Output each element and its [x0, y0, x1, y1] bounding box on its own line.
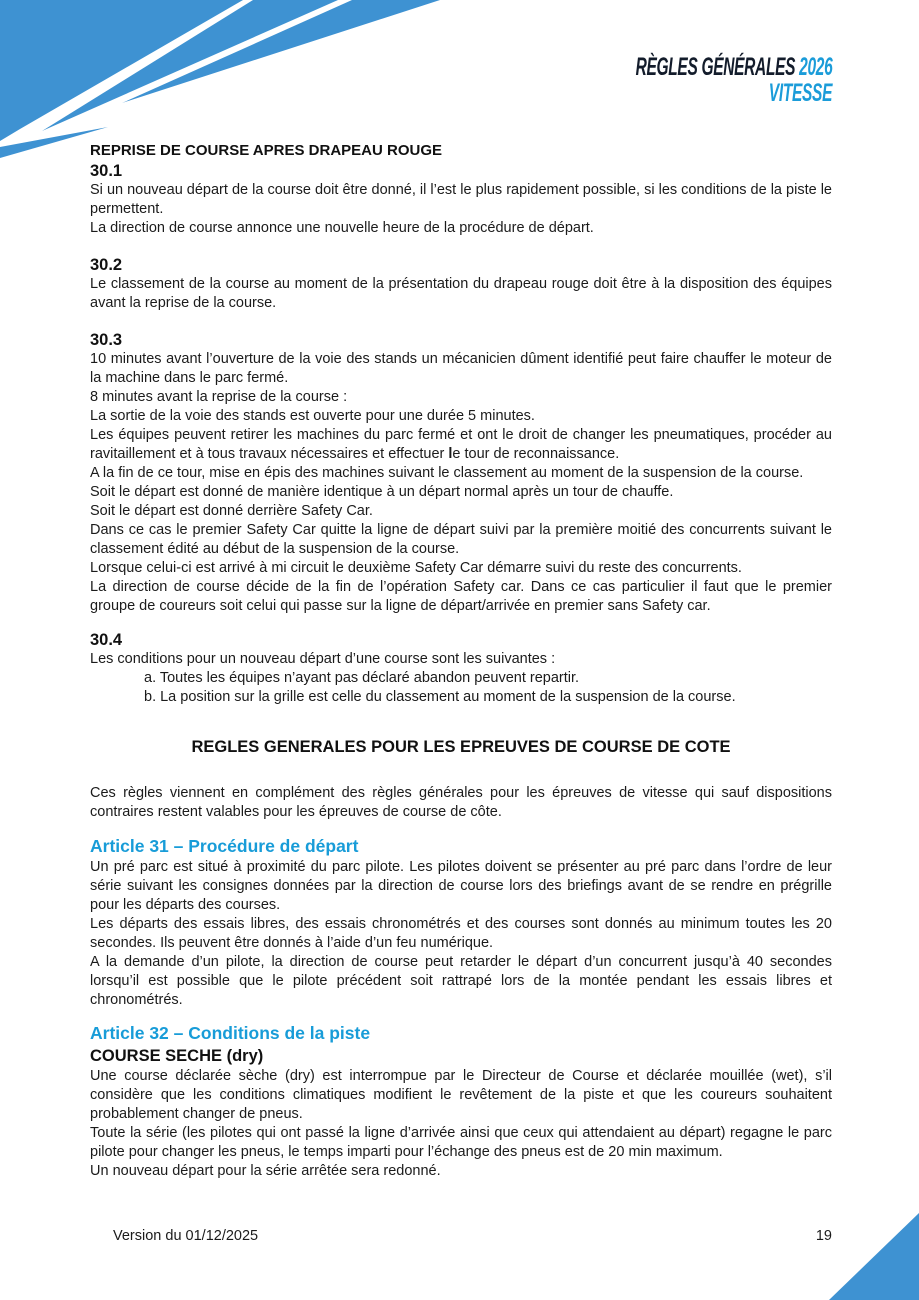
page-footer [113, 1228, 832, 1244]
paragraph: Un nouveau départ pour la série arrêtée sera redonné. [90, 1163, 441, 1179]
version-label: Version du 01/12/2025 [113, 1228, 259, 1244]
paragraph-text: e tour de reconnaissance. [452, 446, 620, 462]
paragraph: A la demande d’un pilote, la direction de course peut retarder le départ d’un concurrent jusqu’à 40 secondes lorsqu’il est possible que le pilote précédent soit rattrapé lors de la montée pendant les essais libres et chronométrés. [90, 954, 832, 1008]
bold-letter: l [448, 446, 453, 462]
paragraph: Toute la série (les pilotes qui ont passé la ligne d’arrivée ainsi que ceux qui attendaient au départ) regagne le parc pilote pour changer les pneus, le temps imparti pour l’échange des pneus est de 20 min maximum. [90, 1125, 832, 1160]
paragraph: 8 minutes avant la reprise de la course : [90, 389, 348, 405]
paragraph: Soit le départ est donné derrière Safety Car. [90, 503, 373, 519]
chapter-intro-paragraph: Ces règles viennent en complément des règles générales pour les épreuves de vitesse qui sauf dispositions contraires restent valables pour les épreuves de course de côte. [90, 785, 832, 820]
list-item-b: b. La position sur la grille est celle du classement au moment de la suspension de la course. [144, 689, 736, 705]
paragraph: Lorsque celui-ci est arrivé à mi circuit le deuxième Safety Car démarre suivi du reste des concurrents. [90, 560, 742, 576]
chapter-title: REGLES GENERALES POUR LES EPREUVES DE COURSE DE COTE [191, 738, 731, 756]
course-seche-subtitle: COURSE SECHE (dry) [90, 1047, 264, 1065]
section-number-30-4: 30.4 [90, 631, 123, 649]
paragraph [90, 426, 832, 464]
section-number-30-3: 30.3 [90, 331, 123, 349]
list-item-a: a. Toutes les équipes n’ayant pas déclaré abandon peuvent repartir. [144, 670, 580, 686]
paragraph: Les conditions pour un nouveau départ d’une course sont les suivantes : [90, 651, 556, 667]
section-number-30-2: 30.2 [90, 256, 123, 274]
article-32-title: Article 32 – Conditions de la piste [90, 1023, 371, 1043]
paragraph: Un pré parc est situé à proximité du parc pilote. Les pilotes doivent se présenter au pré parc dans l’ordre de leur série suivant les consignes données par la direction de course lors des briefings avant de se rendre en prégrille pour les départs des courses. [90, 859, 832, 913]
paragraph-text: Les équipes peuvent retirer les machines du parc fermé et ont le droit de changer les pneumatiques, procéder au ravitaillement et à tous travaux nécessaires et effectuer [90, 427, 832, 462]
brand-year: 2026 [798, 53, 832, 81]
paragraph: 10 minutes avant l’ouverture de la voie des stands un mécanicien dûment identifié peut faire chauffer le moteur de la machine dans le parc fermé. [90, 351, 832, 386]
paragraph: La direction de course décide de la fin de l’opération Safety car. Dans ce cas particulier il faut que le premier groupe de coureurs soit celui qui passe sur la ligne de départ/arrivée en premier sans Safety car. [90, 579, 832, 614]
page-number: 19 [815, 1228, 832, 1244]
paragraph: A la fin de ce tour, mise en épis des machines suivant le classement au moment de la suspension de la course. [90, 465, 804, 481]
section-title: REPRISE DE COURSE APRES DRAPEAU ROUGE [90, 142, 443, 159]
paragraph: Les départs des essais libres, des essais chronométrés et des courses sont donnés au minimum toutes les 20 secondes. Ils peuvent être donnés à l’aide d’un feu numérique. [90, 916, 832, 951]
paragraph: Si un nouveau départ de la course doit être donné, il l’est le plus rapidement possible, si les conditions de la piste le permettent. [90, 182, 832, 217]
paragraph: La direction de course annonce une nouvelle heure de la procédure de départ. [90, 220, 594, 236]
paragraph: Le classement de la course au moment de la présentation du drapeau rouge doit être à la disposition des équipes avant la reprise de la course. [90, 276, 832, 311]
brand-title: RÈGLES GÉNÉRALES [635, 53, 795, 81]
paragraph: La sortie de la voie des stands est ouverte pour une durée 5 minutes. [90, 408, 535, 424]
brand-discipline: VITESSE [768, 79, 832, 107]
section-number-30-1: 30.1 [90, 162, 123, 180]
paragraph: Une course déclarée sèche (dry) est interrompue par le Directeur de Course et déclarée mouillée (wet), s’il considère que les conditions climatiques modifient le revêtement de la piste et que les coureurs souhaitent probablement changer de pneus. [90, 1068, 832, 1122]
article-31-title: Article 31 – Procédure de départ [90, 836, 359, 856]
corner-triangle-graphic [829, 1213, 919, 1300]
triangle-shape [829, 1213, 919, 1300]
paragraph: Soit le départ est donné de manière identique à un départ normal après un tour de chauffe. [90, 484, 674, 500]
paragraph: Dans ce cas le premier Safety Car quitte la ligne de départ suivi par la première moitié des concurrents suivant le classement édité au début de la suspension de la course. [90, 522, 832, 557]
